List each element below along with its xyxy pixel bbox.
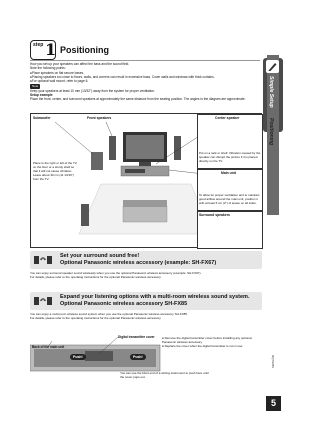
intro-bullet: ●Placing speakers too close to floors, walls, and corners can result in excessive bass. Cover walls and windows with thick curtains. [30, 74, 215, 79]
multiroom-text-2: For details, please refer to the operating instructions for the optional Panasonic wireless accessory. [30, 316, 162, 320]
setup-heading: Setup example [30, 93, 53, 98]
side-tab-section-label: Simple Setup [268, 76, 274, 108]
wireless-text-2: For details, please refer to the operating instructions for the optional Panasonic wireless accessory. [30, 275, 162, 279]
note-label: Note [32, 84, 39, 89]
digital-cover-label: Digital transmitter cover [118, 335, 155, 339]
transmitter-note-1: ● Remove the digital transmitter cover before installing any optional Panasonic wireless accessory. [162, 336, 252, 344]
multiroom-title-line2: Optional Panasonic wireless accessory SH-FX85 [60, 300, 188, 307]
step-number: 1 [45, 40, 57, 59]
back-of-unit-label: Back of the main unit [32, 345, 65, 349]
subwoofer-text: Place to the right or left of the TV, on the floor or a sturdy shelf so that it will not cause vibration. Leave about 30 cm (11 13/16") from the TV. [33, 161, 78, 181]
intro-text [30, 62, 262, 102]
speaker-layout-diagram [30, 113, 262, 248]
surround-speakers-label: Surround speakers [199, 213, 230, 217]
push-caption: You can use the blunt end of a writing instrument to push here until the cover pops out. [120, 371, 209, 379]
step-word: step [33, 42, 44, 48]
intro-note-following: Note the following points: [30, 66, 66, 71]
subwoofer-label: Subwoofer [33, 116, 51, 120]
wireless-section-text [30, 271, 262, 279]
multiroom-section-title [60, 294, 249, 307]
pencil-icon [266, 60, 279, 73]
intro-bullet: ●For optional wall mount, refer to page 6. [30, 79, 89, 84]
wireless-section-title [60, 253, 216, 266]
intro-lead: How you set up your speakers can affect the bass and the sound field. [30, 62, 130, 66]
page-number: 5 [266, 396, 281, 411]
setup-text: Place the front, center, and surround speakers at approximately the same distance from the seating position. The angles in the diagram are approximate. [30, 97, 246, 102]
multiroom-section-text [30, 312, 262, 320]
wireless-text-1: You can enjoy surround speaker sound wirelessly when you use the optional Panasonic wireless accessory (example: SH-FX67). [30, 271, 202, 275]
note-text: Keep your speakers at least 10 mm (13/32") away from the system for proper ventilation. [30, 88, 155, 93]
front-speakers-label: Front speakers [87, 116, 112, 120]
document-code: RQT9386 [271, 355, 275, 369]
center-speaker-text: Put on a rack or shelf. Vibration caused by the speaker can disrupt the picture if it is placed directly on the TV. [199, 151, 261, 163]
main-unit-text: To allow for proper ventilation and to maintain good airflow around the main unit, position it with at least 5 cm (2") of space on all sides. [199, 193, 260, 205]
title-rule [30, 60, 260, 61]
transmitter-notes [162, 336, 262, 348]
speaker-multiroom-icon [33, 294, 53, 308]
intro-bullet: ●Place speakers on flat secure bases. [30, 70, 85, 75]
multiroom-title-line1: Expand your listening options with a multi-room wireless sound system. [60, 294, 250, 300]
transmitter-note-2: ● Replace the cover when the digital transmitter is not in use. [162, 344, 244, 348]
speaker-wireless-icon [33, 253, 53, 267]
page-title: Positioning [60, 45, 109, 55]
side-tab-label: Positioning [268, 118, 274, 146]
wireless-title-line1: Set your surround sound free! [60, 253, 140, 259]
main-unit-label: Main unit [221, 171, 236, 175]
push-label-right: Push! [130, 354, 146, 360]
multiroom-text-1: You can enjoy a multi-room wireless sound system when you use the optional Panasonic wireless accessory SH-FX85. [30, 312, 188, 316]
center-speaker-label: Center speaker [215, 116, 240, 120]
wireless-title-line2: Optional Panasonic wireless accessory (example: SH-FX67) [60, 259, 217, 266]
push-label-left: Push! [70, 354, 86, 360]
